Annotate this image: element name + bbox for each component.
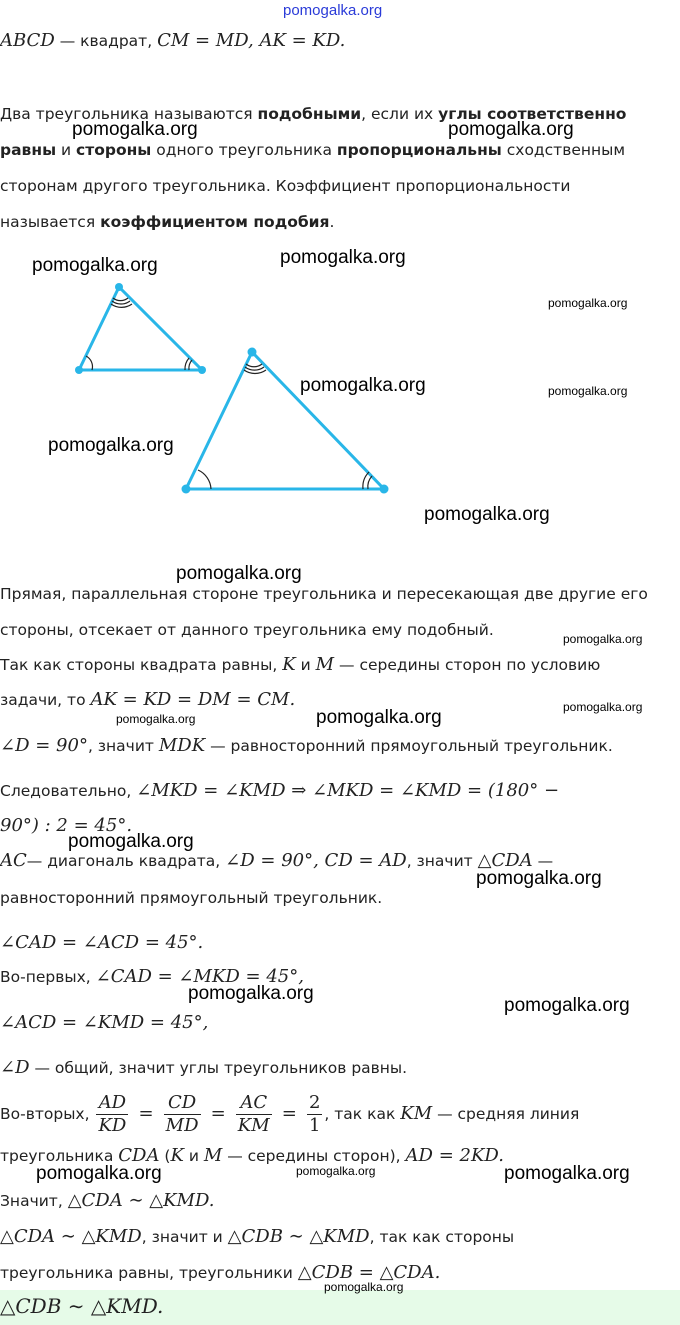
math: ∠D [0,1057,30,1078]
watermark: pomogalka.org [296,1164,376,1178]
text: Во-вторых, [0,1105,95,1123]
def-text: называется [0,213,101,231]
math: △CDB ∼ △KMD [227,1226,370,1247]
text: , так как стороны [369,1228,515,1246]
text: — средняя линия [432,1105,580,1123]
watermark: pomogalka.org [548,384,628,398]
watermark: pomogalka.org [176,563,302,584]
small-vertex-right [198,366,206,374]
watermark: pomogalka.org [300,375,426,396]
solution-p10: ∠CAD = ∠ACD = 45°. [0,932,204,953]
small-triangle [79,287,202,370]
solution-p2: стороны, отсекает от данного треугольника ему подобный. [0,621,494,639]
equals-sign: = [210,1103,226,1124]
watermark: pomogalka.org [563,700,643,714]
math: △CDB = △CDA. [297,1262,441,1283]
text: задачи, то [0,691,91,709]
answer-box [0,1290,680,1325]
large-angle-mark-3a [246,364,262,367]
large-angle-mark-1 [198,470,211,489]
def-text: , если их [361,105,439,123]
answer-text: △CDB ∼ △KMD. [0,1294,164,1318]
given-math-square: ABCD [0,30,55,51]
text: Во-первых, [0,968,96,986]
def-text: . [329,213,335,231]
text: , так как [324,1105,401,1123]
def-bold-angles: углы соответственно [438,105,627,123]
text: — середины сторон по условию [334,656,601,674]
def-text: и [56,141,77,159]
math: AD = 2KD. [405,1145,504,1166]
math: ∠D = 90° [0,735,88,756]
solution-p3 [0,654,600,675]
math: △CDA ∼ △KMD. [67,1190,215,1211]
small-triangle-vertices [75,283,206,374]
watermark: pomogalka.org [188,983,314,1004]
math: △CDA ∼ △KMD [0,1226,142,1247]
watermark: pomogalka.org [504,995,630,1016]
solution-p8 [0,850,553,871]
watermark: pomogalka.org [72,119,198,140]
math: ∠CAD = ∠MKD = 45°, [95,966,304,987]
text: — равносторонний прямоугольный треугольник. [205,737,613,755]
def-text: Два треугольника называются [0,105,258,123]
small-angle-mark-1 [86,356,92,370]
math: ∠MKD = ∠KMD ⇒ ∠MKD = ∠KMD = (180° − [136,780,560,801]
solution-p7: 90°) : 2 = 45°. [0,815,133,836]
fraction-cd-md: $\frac{CD}{MD}$ [165,1092,199,1136]
watermark: pomogalka.org [563,632,643,646]
fraction-ac-km: $\frac{AC}{KM}$ [237,1092,270,1136]
def-bold-sides: стороны [76,141,152,159]
text: — середины сторон), [222,1147,406,1165]
solution-p9: равносторонний прямоугольный треугольник. [0,889,383,907]
math: K [170,1145,184,1166]
watermark: pomogalka.org [280,247,406,268]
fraction-ad-kd: $\frac{AD}{KD}$ [98,1092,127,1136]
small-triangle-outline [79,287,202,370]
text: , значит и [141,1228,228,1246]
solution-p14 [0,1092,579,1137]
solution-p13 [0,1057,407,1078]
def-text: сходственным [501,141,626,159]
watermark: pomogalka.org [424,504,550,525]
large-angle-mark-3b [245,367,264,370]
math: AC [0,850,27,871]
text: и [183,1147,204,1165]
math: △CDA [477,850,533,871]
text: треугольника равны, треугольники [0,1264,298,1282]
equals-sign: = [281,1103,297,1124]
large-vertex-right [380,485,389,494]
math: M [315,654,335,675]
def-bold-coefficient: коэффициентом подобия [100,213,330,231]
small-vertex-left [75,366,83,374]
definition-line-2 [0,141,625,159]
math: K [282,654,296,675]
text: , значит [87,737,159,755]
math: CDA [118,1145,160,1166]
large-vertex-left [182,485,191,494]
large-triangle-outline [186,352,384,489]
math: MDK [158,735,206,756]
text: треугольника [0,1147,119,1165]
given-math-equalities: CM = MD, AK = KD. [157,30,346,51]
definition-line-3: сторонам другого треугольника. Коэффициент пропорциональности [0,177,571,195]
text: , значит [406,852,478,870]
text: ( [159,1147,171,1165]
given-line [0,30,345,51]
equals-sign: = [138,1103,154,1124]
watermark: pomogalka.org [324,1280,404,1294]
small-angle-mark-3b [112,301,130,304]
def-bold-equal: равны [0,141,57,159]
watermark: pomogalka.org [48,435,174,456]
math: KM [400,1103,433,1124]
watermark: pomogalka.org [36,1163,162,1184]
fraction-2-1: $\frac{2}{1}$ [308,1092,321,1136]
definition-line-4 [0,213,334,231]
solution-p17 [0,1226,514,1247]
def-bold-similar: подобными [257,105,362,123]
watermark: pomogalka.org [32,255,158,276]
solution-p5 [0,735,613,756]
watermark: pomogalka.org [476,868,602,889]
watermark: pomogalka.org [68,831,194,852]
watermark-top: pomogalka.org [283,2,383,19]
large-vertex-top [248,348,257,357]
def-text: одного треугольника [151,141,337,159]
solution-p16 [0,1190,215,1211]
large-triangle-vertices [182,348,389,494]
solution-p6 [0,780,559,801]
math: AK = KD = DM = CM. [90,689,296,710]
small-angle-mark-3a [113,298,128,301]
watermark: pomogalka.org [316,707,442,728]
small-vertex-top [115,283,123,291]
watermark: pomogalka.org [504,1163,630,1184]
large-triangle [186,352,384,489]
text: Следовательно, [0,782,137,800]
watermark: pomogalka.org [548,296,628,310]
math: M [203,1145,223,1166]
watermark: pomogalka.org [448,119,574,140]
solution-p4 [0,689,295,710]
watermark: pomogalka.org [116,712,196,726]
given-text: — квадрат, [54,32,158,50]
text: и [295,656,316,674]
solution-p1: Прямая, параллельная стороне треугольника и пересекающая две другие его [0,585,648,603]
text: — общий, значит углы треугольников равны. [29,1059,408,1077]
text: — [532,852,554,870]
def-bold-proportional: пропорциональны [336,141,502,159]
text: Значит, [0,1192,68,1210]
math: ∠D = 90°, CD = AD [225,850,407,871]
solution-p12: ∠ACD = ∠KMD = 45°, [0,1012,209,1033]
text: Так как стороны квадрата равны, [0,656,283,674]
text: — диагональ квадрата, [26,852,226,870]
